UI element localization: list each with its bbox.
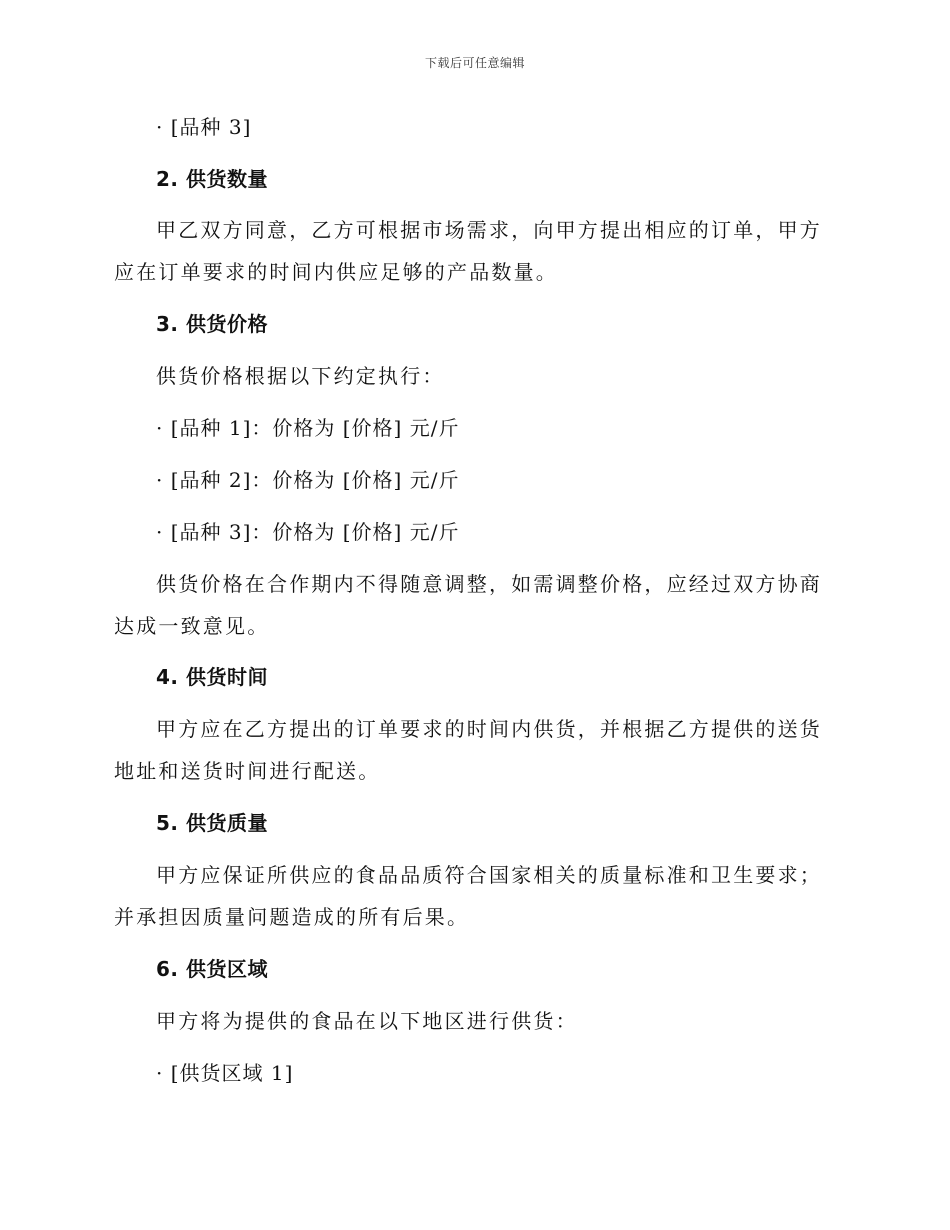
section-heading-quantity: 2. 供货数量 <box>156 167 268 191</box>
paragraph-time: 甲方应在乙方提出的订单要求的时间内供货，并根据乙方提供的送货地址和送货时间进行配送。 <box>114 717 822 783</box>
section-heading-price: 3. 供货价格 <box>156 312 268 336</box>
paragraph-quality: 甲方应保证所供应的食品品质符合国家相关的质量标准和卫生要求；并承担因质量问题造成的所有后果。 <box>114 863 822 929</box>
paragraph-quantity: 甲乙双方同意，乙方可根据市场需求，向甲方提出相应的订单，甲方应在订单要求的时间内供应足够的产品数量。 <box>114 218 822 284</box>
bullet-price-1: · [品种 1]：价格为 [价格] 元/斤 <box>156 416 460 440</box>
paragraph-price-adjust: 供货价格在合作期内不得随意调整，如需调整价格，应经过双方协商达成一致意见。 <box>114 572 822 638</box>
bullet-region-1: · [供货区域 1] <box>156 1061 294 1085</box>
section-heading-quality: 5. 供货质量 <box>156 811 268 835</box>
bullet-variety-3: · [品种 3] <box>156 115 252 139</box>
bullet-price-3: · [品种 3]：价格为 [价格] 元/斤 <box>156 520 460 544</box>
section-heading-region: 6. 供货区域 <box>156 957 268 981</box>
bullet-price-2: · [品种 2]：价格为 [价格] 元/斤 <box>156 468 460 492</box>
section-heading-time: 4. 供货时间 <box>156 665 268 689</box>
paragraph-price-intro: 供货价格根据以下约定执行： <box>156 364 445 388</box>
page-header: 下载后可任意编辑 <box>424 56 525 70</box>
paragraph-region-intro: 甲方将为提供的食品在以下地区进行供货： <box>156 1009 578 1033</box>
